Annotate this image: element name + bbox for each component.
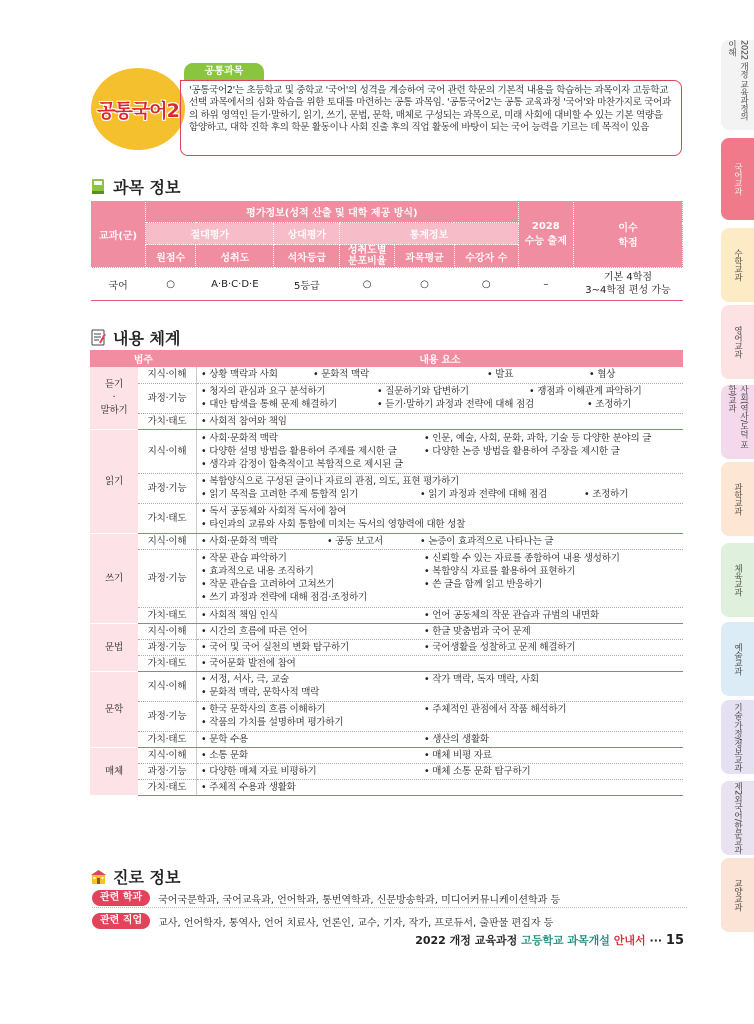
- footer-title-3: 과목개설: [567, 934, 610, 947]
- elements: • 다양한 매체 자료 비평하기 • 매체 소통 문화 탐구하기: [197, 763, 684, 779]
- elements: • 주체적 수용과 생활화: [197, 779, 684, 795]
- elements: • 시간의 흐름에 따른 언어 • 한글 맞춤법과 국어 문제: [197, 623, 684, 639]
- side-tab[interactable]: 교양교과: [721, 858, 754, 932]
- area-writing: 쓰기: [90, 533, 138, 623]
- sub-value: 가치·태도: [138, 655, 197, 671]
- cell-ratio: ○: [340, 268, 395, 301]
- side-tab[interactable]: 국어교과: [721, 138, 754, 220]
- elements: • 사회적 참여와 책임: [197, 413, 684, 429]
- footer-title-4: 안내서: [613, 934, 646, 947]
- side-tab[interactable]: 과학교과: [721, 462, 754, 536]
- sub-value: 가치·태도: [138, 779, 197, 795]
- page-footer: [415, 932, 684, 948]
- sub-value: 가치·태도: [138, 731, 197, 747]
- col-rank: 석차등급: [274, 245, 340, 268]
- checklist-icon: [90, 329, 107, 346]
- area-media: 매체: [90, 747, 138, 795]
- sub-value: 가치·태도: [138, 413, 197, 429]
- col-avg: 과목평균: [395, 245, 455, 268]
- cell-level: A·B·C·D·E: [196, 268, 274, 301]
- elements: • 사회적 책임 인식 • 언어 공동체의 작문 관습과 규범의 내면화: [197, 607, 684, 623]
- col-count: 수강자 수: [454, 245, 518, 268]
- elements: • 복합양식으로 구성된 글이나 자료의 관점, 의도, 표현 평가하기 • 읽기 목적을 고려한 주제 통합적 읽기 • 읽기 과정과 전략에 대해 점검 • 조정하기: [197, 473, 684, 503]
- header-relative: 상대평가: [274, 223, 340, 245]
- sub-value: 가치·태도: [138, 607, 197, 623]
- footer-title-1: 2022 개정 교육과정: [415, 934, 518, 947]
- elements: • 문학 수용 • 생산의 생활화: [197, 731, 684, 747]
- career-title: 진로 정보: [113, 868, 181, 887]
- elements: • 소통 문화 • 매체 비평 자료: [197, 747, 684, 763]
- footer-dots: ···: [649, 934, 663, 947]
- side-tab[interactable]: 수학교과: [721, 228, 754, 302]
- col-raw: 원점수: [146, 245, 196, 268]
- elements: • 서정, 서사, 극, 교술 • 작가 맥락, 독자 맥락, 사회 • 문화적 맥락, 문학사적 맥락: [197, 671, 684, 701]
- area-listening: 듣기 · 말하기: [90, 367, 138, 429]
- elements: • 작문 관습 파악하기 • 신뢰할 수 있는 자료를 종합하여 내용 생성하기 • 효과적으로 내용 조직하기 • 복합양식 자료를 활용하여 표현하기 • 작문 관습을 고려하여 고쳐쓰기 • 쓴 글을 함께 읽고 반응하기 • 쓰기 과정과 전략에 대해 점검·조정하기: [197, 549, 684, 607]
- side-tab[interactable]: 기술·가정/정보교과: [721, 700, 754, 774]
- header-scope: 범주: [90, 350, 197, 367]
- elements: • 사회·문화적 맥락 • 공동 보고서 • 논증이 효과적으로 나타나는 글: [197, 533, 684, 549]
- elements: • 상황 맥락과 사회 • 문화적 맥락 • 발표 • 협상: [197, 367, 684, 383]
- side-tab[interactable]: 제2외국어/한문교과: [721, 781, 754, 855]
- area-literature: 문학: [90, 671, 138, 747]
- career-job-row: [92, 912, 687, 930]
- dept-tag: 관련 학과: [92, 890, 150, 906]
- area-reading: 읽기: [90, 429, 138, 533]
- job-list: 교사, 언어학자, 통역사, 언어 치료사, 언론인, 교수, 기자, 작가, 프로듀서, 출판물 편집자 등: [158, 917, 554, 929]
- job-tag: 관련 직업: [92, 913, 150, 929]
- category-tab: 공통과목: [184, 63, 264, 80]
- content-system-title: 내용 체계: [113, 329, 181, 348]
- sub-process: 과정·기능: [138, 701, 197, 731]
- subject-name: 공통국어2: [97, 99, 179, 122]
- col-level: 성취도: [196, 245, 274, 268]
- header-csat: 2028 수능 출제: [518, 201, 573, 268]
- cell-rank: 5등급: [274, 268, 340, 301]
- sub-process: 과정·기능: [138, 763, 197, 779]
- elements: • 국어문화 발전에 참여: [197, 655, 684, 671]
- side-tab[interactable]: 체육교과: [721, 543, 754, 617]
- header-statistics: 통계정보: [340, 223, 518, 245]
- area-grammar: 문법: [90, 623, 138, 671]
- sub-value: 가치·태도: [138, 503, 197, 533]
- elements: • 국어 및 국어 실천의 변화 탐구하기 • 국어생활을 성찰하고 문제 해결하기: [197, 639, 684, 655]
- side-tab[interactable]: 예술교과: [721, 622, 754, 696]
- sub-knowledge: 지식·이해: [138, 367, 197, 383]
- subject-badge: [91, 68, 185, 150]
- header-elements: 내용 요소: [197, 350, 684, 367]
- header-credit: 이수 학점: [574, 201, 683, 268]
- book-icon: [90, 178, 107, 195]
- sub-process: 과정·기능: [138, 639, 197, 655]
- header-absolute: 절대평가: [146, 223, 274, 245]
- school-icon: [90, 868, 107, 885]
- sub-knowledge: 지식·이해: [138, 747, 197, 763]
- content-system-table: [90, 350, 683, 796]
- subject-intro: '공통국어2'는 초등학교 및 중학교 '국어'의 성격을 계승하여 국어 관련 학문의 기본적 내용을 학습하는 과목이자 고등학교 선택 과목에서의 심화 학습을 위한 토대를 마련하는 공통 과목임. '공통국어2'는 공통 교육과정 '국어'와 마찬가지로 국어과의 하위 영역인 듣기·말하기, 읽기, 쓰기, 문법, 문학, 매체로 구성되는 과목으로, 미래 사회에 대비할 수 있는 기본 역량을 함양하고, 대학 진학 후의 학문 활동이나 사회 진출 후의 직업 활동에 바탕이 되는 국어 능력을 기르는 데 목적이 있음: [180, 80, 682, 156]
- subject-info-heading: [90, 175, 180, 198]
- elements: • 독서 공동체와 사회적 독서에 참여 • 타인과의 교류와 사회 통합에 미치는 독서의 영향력에 대한 성찰: [197, 503, 684, 533]
- subject-info-title: 과목 정보: [113, 178, 181, 197]
- sub-knowledge: 지식·이해: [138, 671, 197, 701]
- sub-process: 과정·기능: [138, 383, 197, 413]
- dept-list: 국어국문학과, 국어교육과, 언어학과, 통번역학과, 신문방송학과, 미디어커뮤니케이션학과 등: [158, 894, 561, 906]
- cell-raw: ○: [146, 268, 196, 301]
- col-ratio: 성취도별 분포비율: [340, 245, 395, 268]
- cell-subject: 국어: [91, 268, 146, 301]
- sub-knowledge: 지식·이해: [138, 623, 197, 639]
- side-tab[interactable]: 영어교과: [721, 305, 754, 379]
- sub-process: 과정·기능: [138, 549, 197, 607]
- career-heading: [90, 865, 180, 888]
- cell-credit: 기본 4학점 3~4학점 편성 가능: [574, 268, 683, 301]
- cell-csat: –: [518, 268, 573, 301]
- page-number: 15: [665, 933, 684, 948]
- elements: • 한국 문학사의 흐름 이해하기 • 주체적인 관점에서 작품 해석하기 • 작품의 가치를 설명하며 평가하기: [197, 701, 684, 731]
- career-dept-row: [92, 889, 687, 908]
- sub-process: 과정·기능: [138, 473, 197, 503]
- header-eval: 평가정보(성적 산출 및 대학 제공 방식): [146, 201, 519, 223]
- side-tab[interactable]: 사회(역사/도덕 포함)교과: [721, 385, 754, 459]
- header-subject: 교과(군): [91, 201, 146, 268]
- elements: • 사회·문화적 맥락 • 인문, 예술, 사회, 문화, 과학, 기술 등 다양한 분야의 글 • 다양한 설명 방법을 활용하여 주제를 제시한 글 • 다양한 논증 방법을 활용하여 주장을 제시한 글 • 생각과 감정이 함축적이고 복합적으로 제시된 글: [197, 429, 684, 473]
- content-system-heading: [90, 326, 180, 349]
- cell-count: ○: [454, 268, 518, 301]
- cell-avg: ○: [395, 268, 455, 301]
- subject-info-table: [90, 200, 683, 301]
- side-tab[interactable]: 2022 개정 교육과정의 이해: [721, 40, 754, 130]
- sub-knowledge: 지식·이해: [138, 429, 197, 473]
- footer-title-2: 고등학교: [521, 934, 564, 947]
- sub-knowledge: 지식·이해: [138, 533, 197, 549]
- elements: • 청자의 관심과 요구 분석하기 • 질문하기와 답변하기 • 쟁점과 이해관계 파악하기 • 대안 탐색을 통해 문제 해결하기 • 듣기·말하기 과정과 전략에 대해 점검 • 조정하기: [197, 383, 684, 413]
